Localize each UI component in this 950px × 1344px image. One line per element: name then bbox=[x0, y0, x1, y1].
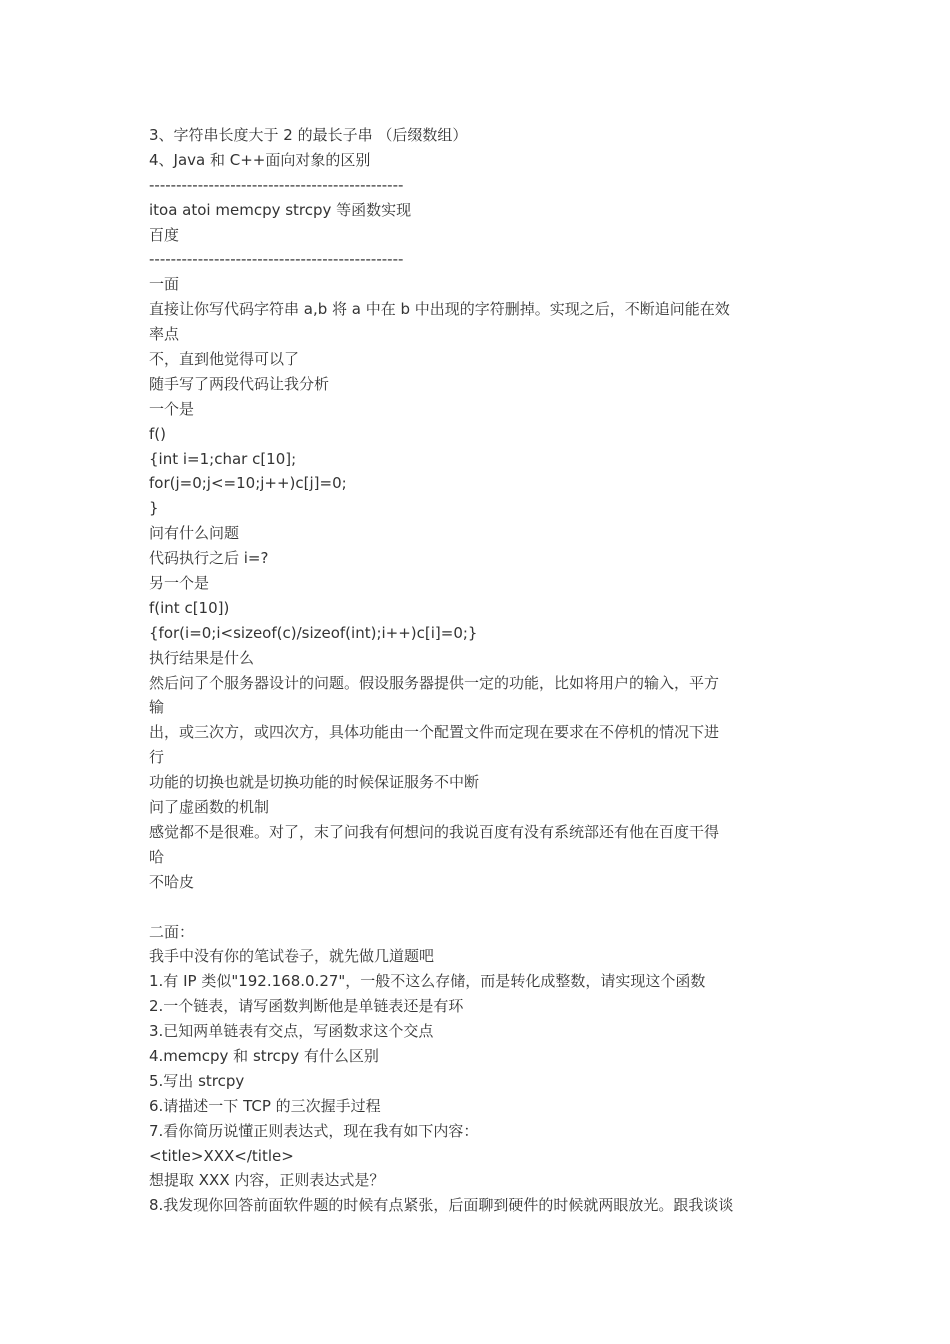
text-line: 另一个是 bbox=[149, 574, 210, 593]
text-line: 行 bbox=[149, 748, 165, 767]
text-line: 输 bbox=[149, 698, 165, 717]
text-line: f() bbox=[149, 424, 166, 443]
text-line: {for(i=0;i<sizeof(c)/sizeof(int);i++)c[i]=0;} bbox=[149, 623, 478, 642]
text-line: 我手中没有你的笔试卷子，就先做几道题吧 bbox=[149, 947, 435, 966]
text-line: 7.看你简历说懂正则表达式，现在我有如下内容： bbox=[149, 1121, 479, 1140]
text-line: 一面 bbox=[149, 275, 180, 294]
text-line: 3、字符串长度大于 2 的最长子串 （后缀数组） bbox=[149, 126, 468, 144]
text-line: 3.已知两单链表有交点，写函数求这个交点 bbox=[149, 1022, 434, 1041]
text-line: for(j=0;j<=10;j++)c[j]=0; bbox=[149, 474, 347, 493]
text-line: 想提取 XXX 内容，正则表达式是？ bbox=[149, 1171, 385, 1190]
blank-line bbox=[149, 895, 809, 920]
text-line: 不，直到他觉得可以了 bbox=[149, 350, 300, 369]
text-line: <title>XXX</title> bbox=[149, 1146, 294, 1165]
text-line: ----------------------------------------------- bbox=[149, 175, 404, 194]
text-line: 问了虚函数的机制 bbox=[149, 798, 270, 817]
text-line: 率点 bbox=[149, 325, 180, 344]
text-line: 不哈皮 bbox=[149, 872, 195, 891]
text-line: 5.写出 strcpy bbox=[149, 1071, 245, 1090]
text-line: ----------------------------------------------- bbox=[149, 250, 404, 269]
text-line: 哈 bbox=[149, 847, 165, 866]
text-line: 一个是 bbox=[149, 399, 195, 418]
text-line: f(int c[10]) bbox=[149, 598, 230, 617]
text-line: 问有什么问题 bbox=[149, 524, 240, 543]
document-body bbox=[149, 123, 809, 1218]
text-line: 出，或三次方，或四次方，具体功能由一个配置文件而定现在要求在不停机的情况下进 bbox=[149, 723, 720, 742]
text-line: 4.memcpy 和 strcpy 有什么区别 bbox=[149, 1046, 379, 1065]
text-line: 然后问了个服务器设计的问题。假设服务器提供一定的功能，比如将用户的输入，平方 bbox=[149, 673, 720, 692]
text-line: itoa atoi memcpy strcpy 等函数实现 bbox=[149, 200, 412, 219]
text-line: 执行结果是什么 bbox=[149, 648, 255, 667]
text-line: 代码执行之后 i=? bbox=[149, 549, 269, 568]
text-line: 6.请描述一下 TCP 的三次握手过程 bbox=[149, 1096, 381, 1115]
text-line: 百度 bbox=[149, 225, 180, 244]
text-line: 1.有 IP 类似"192.168.0.27"，一般不这么存储，而是转化成整数，请实现这个函数 bbox=[149, 972, 706, 991]
text-line: 感觉都不是很难。对了，末了问我有何想问的我说百度有没有系统部还有他在百度干得 bbox=[149, 822, 720, 841]
text-line: 2.一个链表，请写函数判断他是单链表还是有环 bbox=[149, 997, 464, 1016]
text-line: {int i=1;char c[10]; bbox=[149, 449, 297, 468]
text-line: 随手写了两段代码让我分析 bbox=[149, 374, 330, 393]
text-line: 4、Java 和 C++面向对象的区别 bbox=[149, 150, 371, 169]
text-line: 8.我发现你回答前面软件题的时候有点紧张，后面聊到硬件的时候就两眼放光。跟我谈谈 bbox=[149, 1196, 734, 1215]
text-line: 二面： bbox=[149, 922, 195, 941]
text-line: 直接让你写代码字符串 a,b 将 a 中在 b 中出现的字符删掉。实现之后，不断追问能在效 bbox=[149, 300, 730, 319]
text-line: } bbox=[149, 499, 159, 518]
text-line: 功能的切换也就是切换功能的时候保证服务不中断 bbox=[149, 773, 480, 792]
